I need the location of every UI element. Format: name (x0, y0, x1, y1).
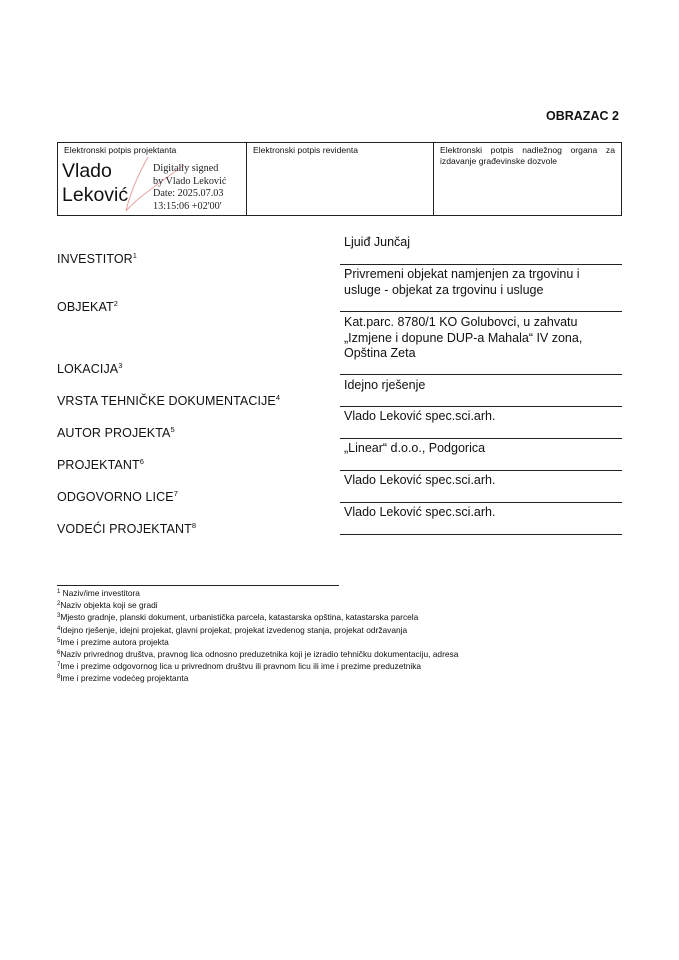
signature-name (62, 159, 128, 207)
value-odgovorno-lice: Vlado Leković spec.sci.arh. (344, 473, 496, 487)
underline-vrsta-tehnicke-dokumentacije (340, 406, 622, 407)
value-investitor: Ljuiđ Junčaj (344, 235, 411, 249)
underline-investitor (340, 264, 622, 265)
label-lokacija: LOKACIJA$^3$ (57, 361, 123, 376)
label-autor-projekta: AUTOR PROJEKTA$^5$ (57, 425, 175, 440)
footnote-item: $^1$ Naziv/ime investitora (57, 588, 140, 598)
reviewer-signature-cell (247, 143, 434, 215)
footnote-item: $^7$Ime i prezime odgovornog lica u privrednom društvu ili pravnom licu ili ime i prezime preduzetnika (57, 661, 422, 672)
footnote-separator (57, 585, 339, 586)
footnote-item: $^5$Ime i prezime autora projekta (57, 636, 169, 647)
label-objekat: OBJEKAT$^2$ (57, 299, 119, 314)
underline-vodeci-projektant (340, 534, 622, 535)
signature-first-name: Vlado (62, 160, 112, 182)
value-lokacija: Kat.parc. 8780/1 KO Golubovci, u zahvatu „Izmjene i dopune DUP-a Mahala“ IV zona, Opština Zeta (344, 315, 583, 360)
underline-odgovorno-lice (340, 502, 622, 503)
signature-detail-line: Digitally signed (153, 163, 219, 174)
value-autor-projekta: Vlado Leković spec.sci.arh. (344, 409, 496, 423)
underline-autor-projekta (340, 438, 622, 439)
authority-signature-cell (434, 143, 621, 215)
footnote-item: $^3$Mjesto gradnje, planski dokument, urbanistička parcela, katastarska opština, katastarska parcela (57, 612, 419, 623)
label-investitor: INVESTITOR$^1$ (57, 251, 138, 266)
label-projektant: PROJEKTANT$^6$ (57, 457, 145, 472)
label-vrsta-tehnicke-dokumentacije: VRSTA TEHNIČKE DOKUMENTACIJE$^4$ (57, 393, 281, 408)
signature-details (153, 163, 226, 213)
designer-signature-header: Elektronski potpis projektanta (64, 145, 177, 155)
value-vrsta-tehnicke-dokumentacije: Idejno rješenje (344, 378, 426, 392)
underline-objekat (340, 311, 622, 312)
value-objekat: Privremeni objekat namjenjen za trgovinu i usluge - objekat za trgovinu i usluge (344, 267, 580, 297)
label-vodeci-projektant: VODEĆI PROJEKTANT$^8$ (57, 521, 197, 536)
authority-signature-header: Elektronski potpis nadležnog organa za izdavanje građevinske dozvole (440, 145, 615, 166)
value-projektant: „Linear“ d.o.o., Podgorica (344, 441, 486, 455)
form-number: OBRAZAC 2 (546, 109, 619, 123)
footnote-item: $^4$Idejno rješenje, idejni projekat, glavni projekat, projekat izvedenog stanja, projekat održavanja (57, 624, 408, 635)
reviewer-signature-header: Elektronski potpis revidenta (253, 145, 359, 155)
signature-detail-line: by Vlado Leković (153, 175, 227, 187)
footnote-item: $^2$Naziv objekta koji se gradi (57, 600, 158, 611)
signature-last-name: Leković (62, 184, 129, 206)
value-vodeci-projektant: Vlado Leković spec.sci.arh. (344, 505, 496, 519)
footnote-item: $^8$Ime i prezime vodećeg projektanta (57, 673, 189, 684)
footnotes (57, 587, 458, 685)
signature-time: 13:15:06 +02'00' (153, 200, 222, 212)
signature-date: Date: 2025.07.03 (153, 188, 224, 199)
designer-signature-cell (58, 143, 247, 215)
underline-lokacija (340, 374, 622, 375)
signature-table (57, 142, 622, 216)
label-odgovorno-lice: ODGOVORNO LICE$^7$ (57, 489, 178, 504)
underline-projektant (340, 470, 622, 471)
footnote-item: $^6$Naziv privrednog društva, pravnog lica odnosno preduzetnika koji je izradio tehničku dokumentaciju, adresa (57, 649, 459, 660)
